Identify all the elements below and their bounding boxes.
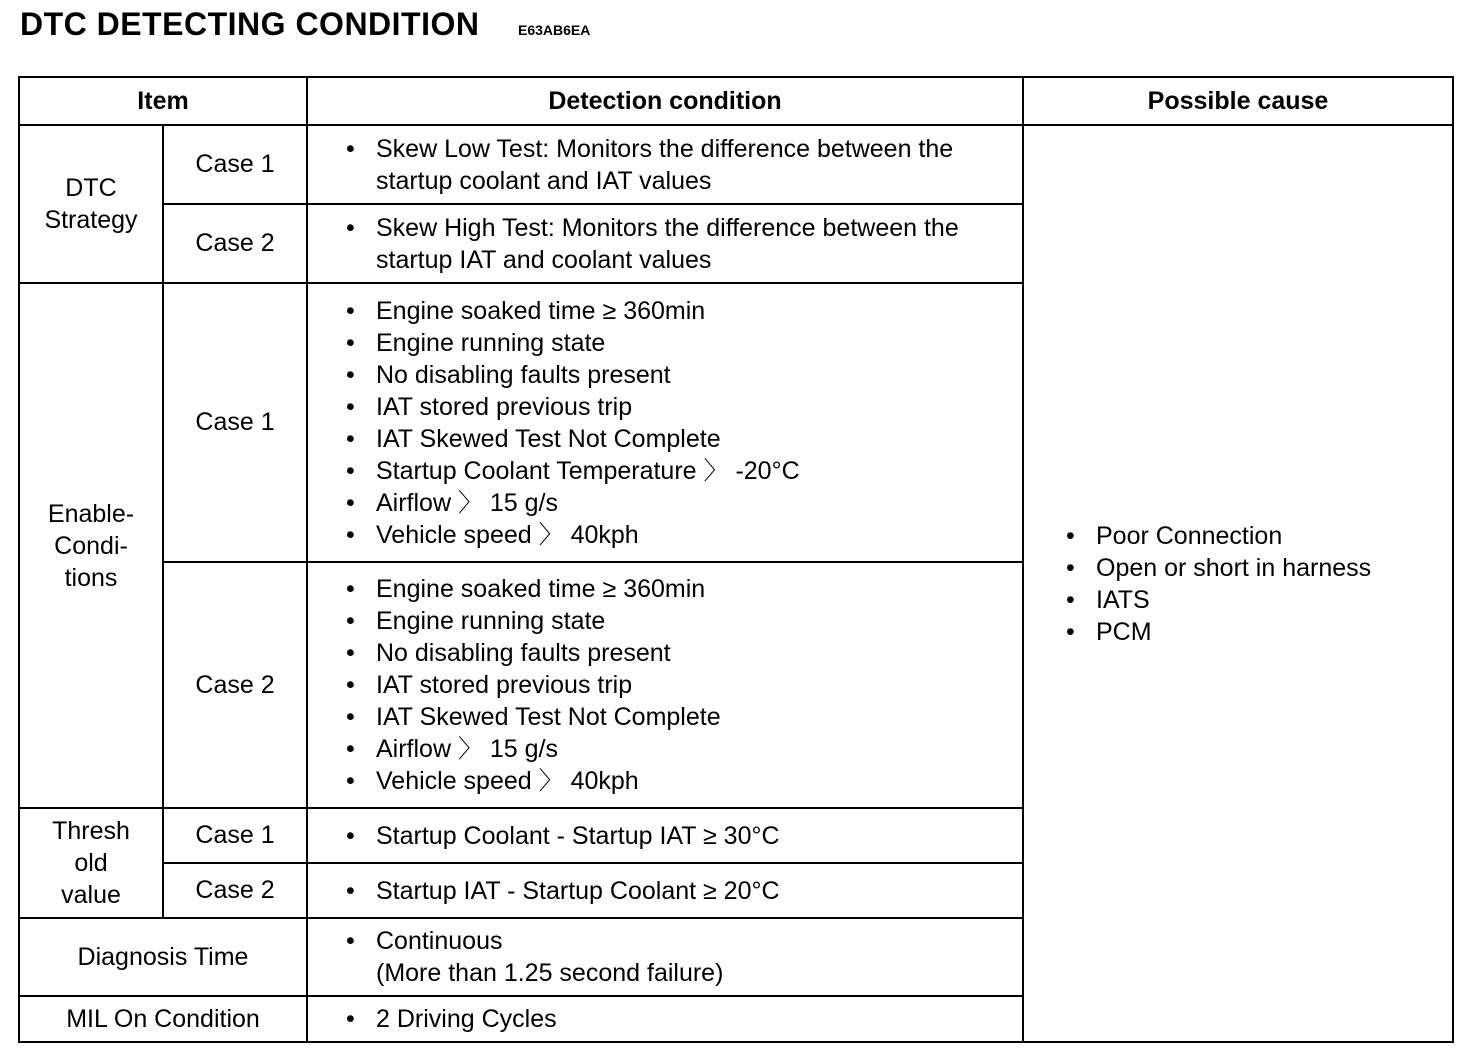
category-threshold: Thresh old value [19,808,163,918]
condition-list [344,573,1022,797]
list-item: • Open or short in harness [1064,552,1452,584]
column-header-cause: Possible cause [1023,77,1453,125]
page-title: DTC DETECTING CONDITION [20,6,480,42]
condition-list [344,875,1022,907]
list-item: • IATS [1064,584,1452,616]
case-label: Case 1 [163,808,307,863]
list-item: • Startup IAT - Startup Coolant ≥ 20°C [344,875,1022,907]
list-item: • Skew High Test: Monitors the difference between the startup IAT and coolant values [344,212,1022,276]
document-code: E63AB6EA [518,22,591,38]
column-header-item: Item [19,77,307,125]
column-header-detection: Detection condition [307,77,1023,125]
list-item: • No disabling faults present [344,637,1022,669]
category-dtc-strategy: DTC Strategy [19,125,163,283]
case-label: Case 2 [163,863,307,918]
condition-cell [307,562,1023,808]
category-mil-on-condition: MIL On Condition [19,996,307,1042]
list-item: • IAT stored previous trip [344,391,1022,423]
list-item: • No disabling faults present [344,359,1022,391]
possible-cause-list [1064,520,1452,648]
condition-cell [307,918,1023,996]
list-item: • Airflow 〉 15 g/s [344,733,1022,765]
case-label: Case 1 [163,125,307,204]
condition-list [344,212,1022,276]
list-item: • Vehicle speed 〉 40kph [344,765,1022,797]
possible-cause-cell [1023,125,1453,1042]
condition-cell [307,204,1023,283]
list-item: • Vehicle speed 〉 40kph [344,519,1022,551]
dtc-condition-table [18,76,1454,1043]
list-item [344,925,1022,989]
condition-cell [307,863,1023,918]
condition-text: Continuous [376,927,503,955]
condition-list [344,820,1022,852]
header-row [19,77,1453,125]
list-item: • 2 Driving Cycles [344,1003,1022,1035]
condition-list [344,925,1022,989]
condition-cell [307,996,1023,1042]
category-diagnosis-time: Diagnosis Time [19,918,307,996]
list-item: • Engine running state [344,327,1022,359]
case-label: Case 2 [163,204,307,283]
list-item: • Engine soaked time ≥ 360min [344,295,1022,327]
list-item: • IAT Skewed Test Not Complete [344,701,1022,733]
condition-cell [307,283,1023,562]
case-label: Case 1 [163,283,307,562]
list-item: • Airflow 〉 15 g/s [344,487,1022,519]
condition-list [344,133,1022,197]
list-item: • IAT Skewed Test Not Complete [344,423,1022,455]
list-item: • IAT stored previous trip [344,669,1022,701]
list-item: • Skew Low Test: Monitors the difference between the startup coolant and IAT values [344,133,1022,197]
list-item: • Engine soaked time ≥ 360min [344,573,1022,605]
table-row [19,125,1453,204]
condition-list [344,1003,1022,1035]
list-item: • PCM [1064,616,1452,648]
condition-cell [307,125,1023,204]
list-item: • Poor Connection [1064,520,1452,552]
category-enable-conditions: Enable-Condi-tions [19,283,163,808]
case-label: Case 2 [163,562,307,808]
list-item: • Startup Coolant - Startup IAT ≥ 30°C [344,820,1022,852]
list-item: • Startup Coolant Temperature 〉 -20°C [344,455,1022,487]
condition-cell [307,808,1023,863]
condition-note: (More than 1.25 second failure) [376,959,724,987]
list-item: • Engine running state [344,605,1022,637]
condition-list [344,295,1022,551]
